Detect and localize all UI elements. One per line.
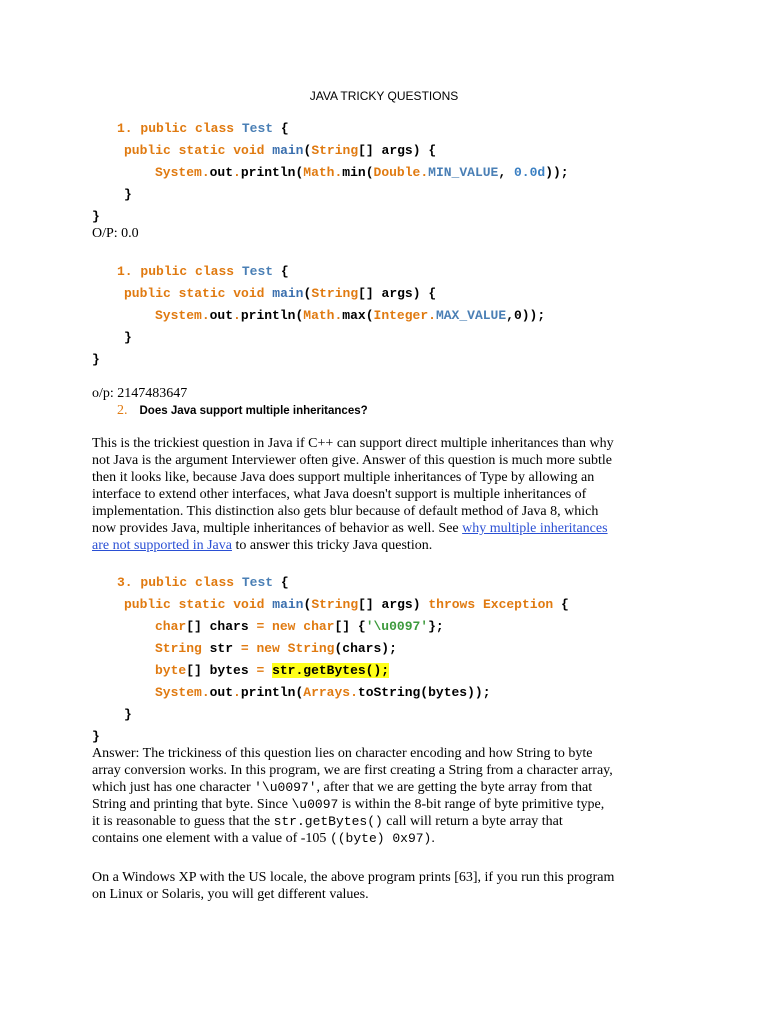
inheritance-link-part-1[interactable]: why multiple inheritances bbox=[462, 521, 608, 536]
q1-code-line-1: 1. public class Test { bbox=[117, 121, 289, 136]
q2-line-1: This is the trickiest question in Java if C++ can support direct multiple inheritances than why bbox=[92, 436, 614, 451]
q3-code-line-8: } bbox=[92, 729, 100, 744]
q1-code-line-5: } bbox=[92, 209, 100, 224]
q2-line-2: not Java is the argument Interviewer often give. Answer of this question is much more subtle bbox=[92, 453, 612, 468]
q1-code-line-2: public static void main(String[] args) { bbox=[124, 143, 437, 158]
answer-line-2: array conversion works. In this program, we are first creating a String from a character array, bbox=[92, 763, 613, 778]
highlighted-getbytes: str.getBytes(); bbox=[272, 663, 390, 678]
q3-code-line-5: byte[] bytes = str.getBytes(); bbox=[155, 663, 390, 678]
q2-line-3: then it looks like, because Java does support multiple inheritances of Type by allowing an bbox=[92, 470, 595, 485]
final-line-2: on Linux or Solaris, you will get different values. bbox=[92, 887, 369, 902]
q1b-code-line-4: } bbox=[124, 330, 132, 345]
q1b-code-line-2: public static void main(String[] args) { bbox=[124, 286, 437, 301]
q3-code-line-3: char[] chars = new char[] {'\u0097'}; bbox=[155, 619, 444, 634]
q2-line-7: are not supported in Java to answer this tricky Java question. bbox=[92, 538, 433, 553]
q1b-output: o/p: 2147483647 bbox=[92, 386, 188, 401]
final-paragraph bbox=[92, 869, 752, 903]
page-title: JAVA TRICKY QUESTIONS bbox=[309, 89, 459, 103]
q2-line-4: interface to extend other interfaces, what Java doesn't support is multiple inheritances of bbox=[92, 487, 587, 502]
q1b-code-line-5: } bbox=[92, 352, 100, 367]
q1b-code-line-3: System.out.println(Math.max(Integer.MAX_VALUE,0)); bbox=[155, 308, 546, 323]
q2-line-6: now provides Java, multiple inheritances of behavior as well. See why multiple inheritances bbox=[92, 521, 608, 536]
q1-code-line-3: System.out.println(Math.min(Double.MIN_VALUE, 0.0d)); bbox=[155, 165, 569, 180]
answer-line-3: which just has one character '\u0097', after that we are getting the byte array from that bbox=[92, 780, 593, 795]
q1-code-line-4: } bbox=[124, 187, 132, 202]
q3-code-line-1: 3. public class Test { bbox=[117, 575, 289, 590]
q2-paragraph bbox=[92, 435, 752, 554]
q3-code-line-7: } bbox=[124, 707, 132, 722]
answer-line-4: String and printing that byte. Since \u0097 is within the 8-bit range of byte primitive type, bbox=[92, 797, 605, 812]
q3-code-line-4: String str = new String(chars); bbox=[155, 641, 397, 656]
answer-line-1: Answer: The trickiness of this question lies on character encoding and how String to byte bbox=[92, 746, 593, 761]
q3-code-line-2: public static void main(String[] args) throws Exception { bbox=[124, 597, 569, 612]
q1b-code-line-1: 1. public class Test { bbox=[117, 264, 289, 279]
inheritance-link-part-2[interactable]: are not supported in Java bbox=[92, 538, 232, 553]
final-line-1: On a Windows XP with the US locale, the above program prints [63], if you run this program bbox=[92, 870, 615, 885]
q3-code-line-6: System.out.println(Arrays.toString(bytes)); bbox=[155, 685, 491, 700]
q2-line-5: implementation. This distinction also gets blur because of default method of Java 8, which bbox=[92, 504, 599, 519]
answer-line-6: contains one element with a value of -105 ((byte) 0x97). bbox=[92, 831, 435, 846]
answer-paragraph bbox=[92, 745, 752, 847]
q2-heading: 2. Does Java support multiple inheritances? bbox=[117, 403, 368, 418]
q1-output: O/P: 0.0 bbox=[92, 226, 139, 241]
answer-line-5: it is reasonable to guess that the str.getBytes() call will return a byte array that bbox=[92, 814, 563, 829]
